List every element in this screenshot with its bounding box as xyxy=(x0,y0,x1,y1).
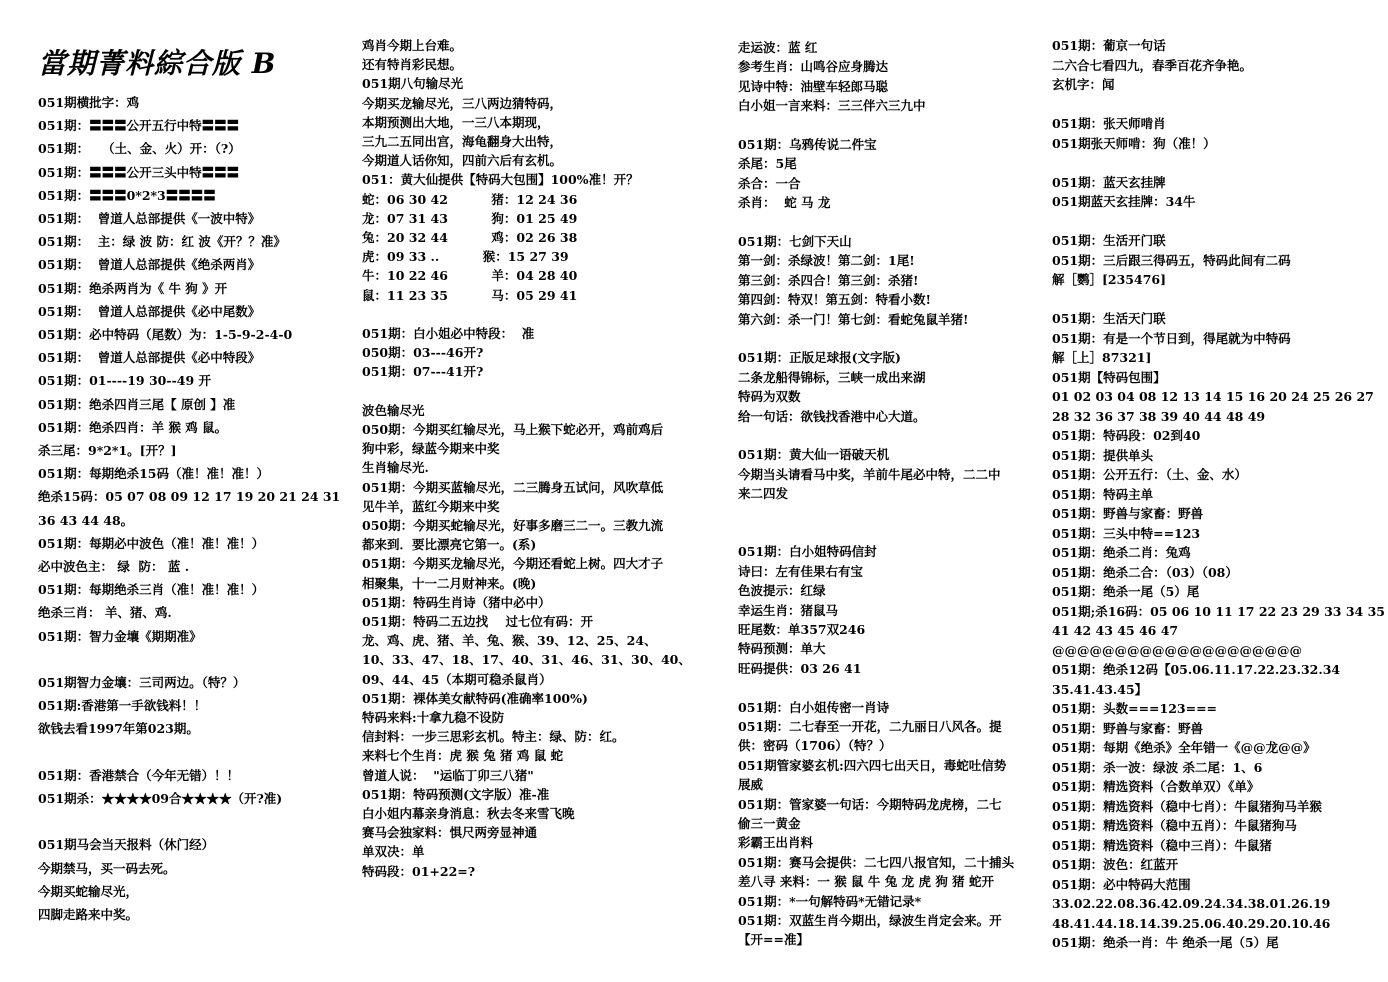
text-line: 今期买龙输尽光，三八两边猜特码， xyxy=(362,95,563,111)
text-line: 051期张天师啃：狗（准！） xyxy=(1052,135,1216,151)
text-line: 051期：精选资料（稳中七肖）：牛鼠猪狗马羊猴 xyxy=(1052,798,1322,814)
text-line: 051期：今期买蓝输尽光，二三腾身五试问，风吹草低 xyxy=(362,479,664,495)
text-line: 051期：赛马会提供：二七四八报官知，二十捕头 xyxy=(738,854,1015,870)
text-line: 051期：07---41开? xyxy=(362,364,484,380)
text-line: 龙：07 31 43 狗：01 25 49 xyxy=(362,210,578,226)
text-line: 28 32 36 37 38 39 40 44 48 49 xyxy=(1052,408,1266,424)
text-line: 051期：波色：红蓝开 xyxy=(1052,857,1179,872)
text-line: 赛马会独家料：惧尺两旁显神通 xyxy=(362,825,538,841)
text-line: 杀合：一合 xyxy=(738,175,801,191)
text-line: 虎：09 33 .. 猴：15 27 39 xyxy=(362,249,569,265)
text-line: 龙、鸡、虎、猪、羊、兔、猴、39、12、25、24、 xyxy=(362,633,657,649)
text-line: 051期：头数===123=== xyxy=(1052,701,1218,716)
text-line: 051期：正版足球报(文字版) xyxy=(738,350,901,366)
text-line: 见诗中特：油壁车轻郎马聪 xyxy=(738,78,889,94)
text-line: 051期：绝杀12码【05.06.11.17.22.23.32.34 xyxy=(1052,662,1341,677)
text-line: 09、44、45（本期可稳杀鼠肖） xyxy=(362,671,552,687)
text-line: 051期智力金壤：三司两边。（特？） xyxy=(38,675,246,690)
text-line: 051期：智力金壤《期期准》 xyxy=(38,628,202,644)
text-line: 051期：〓〓〓公开五行中特〓〓〓 xyxy=(38,118,240,134)
text-line: 051期：白小姐必中特段： 准 xyxy=(362,326,535,341)
text-line: 051期：每期《绝杀》全年错一《@@龙@@》 xyxy=(1052,740,1316,755)
text-line: 第一剑：杀绿波！第二剑：1尾! xyxy=(738,253,915,269)
text-line: 051期：01----19 30--49 开 xyxy=(38,373,212,389)
text-line: 旺尾数：单357双246 xyxy=(738,622,866,637)
text-line: 051期：每期绝杀三肖（准！准！准！） xyxy=(38,582,265,598)
text-line: 01 02 03 04 08 12 13 14 15 16 20 24 25 26 27 xyxy=(1052,389,1374,404)
text-line: 绝杀15码：05 07 08 09 12 17 19 20 21 24 31 xyxy=(38,489,341,505)
text-line: 见牛羊，蓝红今期来中奖 xyxy=(362,498,500,514)
text-line: 三九二五同出宫，海龟翻身大出特， xyxy=(362,134,563,149)
text-line: 051期：二七春至一开花，二九丽日八风各。提 xyxy=(738,719,1002,734)
text-line: 还有特肖彩民想。 xyxy=(362,57,463,73)
text-line: 都来到．要比漂亮它第一。(系) xyxy=(362,537,537,553)
text-line: 051期：每期必中波色（准！准！准！） xyxy=(38,535,265,551)
text-line: 今期当头请看马中奖，羊前牛尾必中特，二二中 xyxy=(738,466,1001,482)
text-line: 051期：杀一波：绿波 杀二尾：1、6 xyxy=(1052,759,1263,775)
text-line: 051期： 曾道人总部提供《必中特段》 xyxy=(38,350,261,366)
text-line: @@@@@@@@@@@@@@@@@@@@ xyxy=(1052,642,1302,658)
text-line: 051期：必中特码（尾数）为：1-5-9-2-4-0 xyxy=(38,327,293,342)
text-line: 051期：野兽与家畜：野兽 xyxy=(1052,720,1204,736)
text-line: 051期：绝杀一尾（5）尾 xyxy=(1052,584,1200,599)
text-line: 白小姐一言来料：三三伴六三九中 xyxy=(738,98,926,114)
text-line: 051期：精选资料（稳中五肖）：牛鼠猪狗马 xyxy=(1052,818,1297,833)
text-line: 第三剑：杀四合！第三剑：杀猪! xyxy=(738,272,919,288)
text-line: 051期：葡京一句话 xyxy=(1052,38,1166,53)
text-line: 四脚走路来中奖。 xyxy=(38,907,139,922)
text-line: 051期管家婆玄机:四六四七出天日，毒蛇吐信势 xyxy=(738,757,1007,773)
text-line: 二六合七看四九，春季百花齐争艳。 xyxy=(1052,57,1253,73)
text-line: 051期：黄大仙一语破天机 xyxy=(738,447,890,463)
text-line: 051：黄大仙提供【特码大包围】100%准！开？ xyxy=(362,172,639,188)
text-line: 051期：绝杀四肖：羊 猴 鸡 鼠。 xyxy=(38,419,228,435)
text-line: 051期：生活天门联 xyxy=(1052,311,1166,326)
text-line: 特码来料:十拿九稳不设防 xyxy=(362,710,505,725)
text-line: 彩霸王出肖料 xyxy=(738,835,814,851)
text-line: 杀三尾：9*2*1。[开？] xyxy=(38,443,177,458)
text-line: 051期：特码预测(文字版）准-准 xyxy=(362,786,550,802)
text-line: 051期八句输尽光 xyxy=(362,76,464,92)
text-line: 特码段：01+22=? xyxy=(362,863,476,879)
text-line: 信封料：一步三思彩玄机。特主：绿、防：红。 xyxy=(362,729,625,745)
text-line: 050期：今期买蛇输尽光，好事多磨三二一。三教九流 xyxy=(362,518,664,533)
text-line: 鸡肖今期上台难。 xyxy=(362,38,463,53)
text-line: 051期：〓〓〓公开三头中特〓〓〓 xyxy=(38,164,240,180)
text-line: 051期：七剑下天山 xyxy=(738,234,852,249)
text-line: 旺码提供：03 26 41 xyxy=(738,660,862,676)
text-line: 051期：*一句解特码*无错记录* xyxy=(738,893,922,909)
text-line: 展威 xyxy=(738,777,764,793)
text-line: 鼠：11 23 35 马：05 29 41 xyxy=(362,287,578,303)
text-line: 051期： 主：绿 波 防：红 波《开？？准》 xyxy=(38,234,286,250)
text-line: 偷三一黄金 xyxy=(738,816,801,831)
text-line: 波色输尽光 xyxy=(362,402,425,418)
text-line: 051期：特码主单 xyxy=(1052,486,1154,502)
text-line: 051期：特码段：02到40 xyxy=(1052,428,1201,443)
text-line: 051期蓝天玄挂牌：34牛 xyxy=(1052,194,1196,209)
text-line: 曾道人说： "运临丁卯三八猪" xyxy=(362,767,534,783)
text-line: 特码为双数 xyxy=(738,389,801,405)
text-line: 35.41.43.45】 xyxy=(1052,681,1148,697)
text-line: 051期：每期绝杀15码（准！准！准！） xyxy=(38,466,269,482)
text-line: 来料七个生肖：虎 猴 兔 猪 鸡 鼠 蛇 xyxy=(362,748,564,764)
text-line: 051期：白小姐传密一肖诗 xyxy=(738,699,890,715)
text-line: 051期:香港第一手欲钱料！！ xyxy=(38,698,207,714)
text-line: 狗中彩，绿蓝今期来中奖 xyxy=(362,441,500,457)
text-line: 051期马会当天报料（休门经） xyxy=(38,837,215,853)
text-line: 051期：张天师啃肖 xyxy=(1052,116,1166,131)
text-line: 051期【特码包围】 xyxy=(1052,369,1166,385)
text-line: 051期： （土、金、火）开：（?） xyxy=(38,141,241,157)
text-line: 051期：绝杀二肖：兔鸡 xyxy=(1052,545,1191,560)
text-line: 欲钱去看1997年第023期。 xyxy=(38,721,199,737)
text-line: 杀肖： 蛇 马 龙 xyxy=(738,195,831,211)
text-line: 051期：绝杀四肖三尾【 原创 】准 xyxy=(38,396,236,412)
text-line: 48.41.44.18.14.39.25.06.40.29.20.10.46 xyxy=(1052,915,1331,931)
text-line: 051期;杀16码：05 06 10 11 17 22 23 29 33 34 35 xyxy=(1052,603,1385,619)
text-line: 051期：提供单头 xyxy=(1052,447,1154,463)
text-line: 玄机字：闻 xyxy=(1052,77,1115,92)
text-line: 解［鹦］[235476] xyxy=(1052,272,1167,287)
text-line: 051期：公开五行：（土、金、水） xyxy=(1052,467,1247,482)
text-line: 来二四发 xyxy=(738,486,789,502)
text-line: 幸运生肖：猪鼠马 xyxy=(738,602,839,618)
text-line: 今期禁马，买一码去死。 xyxy=(38,860,176,876)
text-line: 33.02.22.08.36.42.09.24.34.38.01.26.19 xyxy=(1052,896,1331,911)
text-line: 051期：双蓝生肖今期出，绿波生肖定会来。开 xyxy=(738,913,1002,928)
text-line: 色波提示：红绿 xyxy=(738,583,826,599)
text-line: 特码预测：单大 xyxy=(738,641,826,657)
text-line: 051期：生活开门联 xyxy=(1052,233,1166,248)
text-line: 051期：有是一个节日到，得尾就为中特码 xyxy=(1052,330,1291,346)
text-line: 生肖输尽光. xyxy=(362,460,429,476)
text-line: 解［上］87321] xyxy=(1052,350,1152,365)
text-line: 051期：香港禁合（今年无错）！！ xyxy=(38,767,240,783)
text-line: 10、33、47、18、17、40、31、46、31、30、40、 xyxy=(362,652,691,668)
text-line: 白小姐内幕亲身消息：秋去冬来雪飞晚 xyxy=(362,806,575,821)
text-line: 【开==准】 xyxy=(738,932,809,948)
text-line: 必中波色主： 绿 防： 蓝 . xyxy=(38,559,190,574)
text-line: 兔：20 32 44 鸡：02 26 38 xyxy=(362,230,578,245)
text-line: 相聚集，十一二月财神来。(晚) xyxy=(362,575,537,591)
text-line: 051期：特码二五边找 过七位有码：开 xyxy=(362,614,594,629)
text-line: 41 42 43 45 46 47 xyxy=(1052,623,1179,638)
text-line: 今期道人话你知，四前六后有玄机。 xyxy=(362,153,563,169)
text-line: 本期预测出大地，一三八本期现， xyxy=(362,114,550,130)
text-line: 051期： 曾道人总部提供《绝杀两肖》 xyxy=(38,257,261,273)
text-line: 参考生肖：山鸣谷应身腾达 xyxy=(738,59,889,75)
text-line: 供：密码（1706）（特？） xyxy=(738,738,892,754)
text-line: 051期：〓〓〓0*2*3〓〓〓〓 xyxy=(38,187,216,203)
text-line: 051期：蓝天玄挂牌 xyxy=(1052,174,1166,190)
page-title: 當期菁料綜合版 B xyxy=(38,47,277,80)
text-line: 051期：白小姐特码信封 xyxy=(738,544,877,560)
text-line: 今期买蛇输尽光， xyxy=(38,883,139,899)
text-line: 第四剑：特双！第五剑：特看小数! xyxy=(738,292,931,308)
text-line: 050期：今期买红输尽光，马上猴下蛇必开，鸡前鸡后 xyxy=(362,422,664,437)
text-line: 051期：野兽与家畜：野兽 xyxy=(1052,506,1204,521)
text-line: 051期：特码生肖诗（猪中必中） xyxy=(362,594,551,610)
text-line: 绝杀三肖： 羊、猪、鸡. xyxy=(38,605,172,621)
text-line: 051期：乌鸦传说二件宝 xyxy=(738,137,877,152)
text-line: 051期：三头中特==123 xyxy=(1052,525,1201,541)
text-line: 诗曰：左有佳果右有宝 xyxy=(738,563,864,579)
text-line: 051期：管家婆一句话：今期特码龙虎榜，二七 xyxy=(738,796,1002,812)
text-line: 051期横批字：鸡 xyxy=(38,95,140,110)
text-line: 051期：绝杀一肖：牛 绝杀一尾（5）尾 xyxy=(1052,935,1279,950)
text-line: 牛：10 22 46 羊：04 28 40 xyxy=(362,268,578,284)
text-line: 杀尾：5尾 xyxy=(738,156,797,172)
text-line: 051期：裸体美女献特码(准确率100%) xyxy=(362,690,588,706)
text-line: 051期：今期买龙输尽光，今期还看蛇上树。四大才子 xyxy=(362,556,664,572)
text-line: 051期杀：★★★★09合★★★★（开?准) xyxy=(38,791,283,806)
text-line: 051期：必中特码大范围 xyxy=(1052,876,1191,892)
text-line: 051期： 曾道人总部提供《一波中特》 xyxy=(38,211,261,226)
text-line: 051期： 曾道人总部提供《必中尾数》 xyxy=(38,303,261,319)
text-line: 051期：三后跟三得码五，特码此间有二码 xyxy=(1052,252,1291,268)
text-line: 走运波：蓝 红 xyxy=(738,40,818,55)
text-line: 36 43 44 48。 xyxy=(38,512,134,528)
text-line: 单双决：单 xyxy=(362,844,425,860)
text-line: 051期：精选资料（合数单双）《单》 xyxy=(1052,779,1260,794)
text-line: 蛇：06 30 42 猪：12 24 36 xyxy=(362,191,578,207)
text-line: 差八寻 来料：一 猴 鼠 牛 兔 龙 虎 狗 猪 蛇开 xyxy=(738,874,995,890)
text-line: 050期：03---46开? xyxy=(362,345,484,361)
text-line: 给一句话：欲钱找香港中心大道。 xyxy=(738,408,926,424)
text-line: 051期：绝杀两肖为《 牛 狗 》开 xyxy=(38,280,228,296)
text-line: 051期：绝杀二合：（03）（08） xyxy=(1052,564,1238,580)
text-line: 051期：精选资料（稳中三肖）：牛鼠猪 xyxy=(1052,837,1272,853)
text-line: 第六剑：杀一门！第七剑：看蛇兔鼠羊猪! xyxy=(738,311,969,327)
text-line: 二条龙船得锦标，三峡一成出来湖 xyxy=(738,369,926,385)
